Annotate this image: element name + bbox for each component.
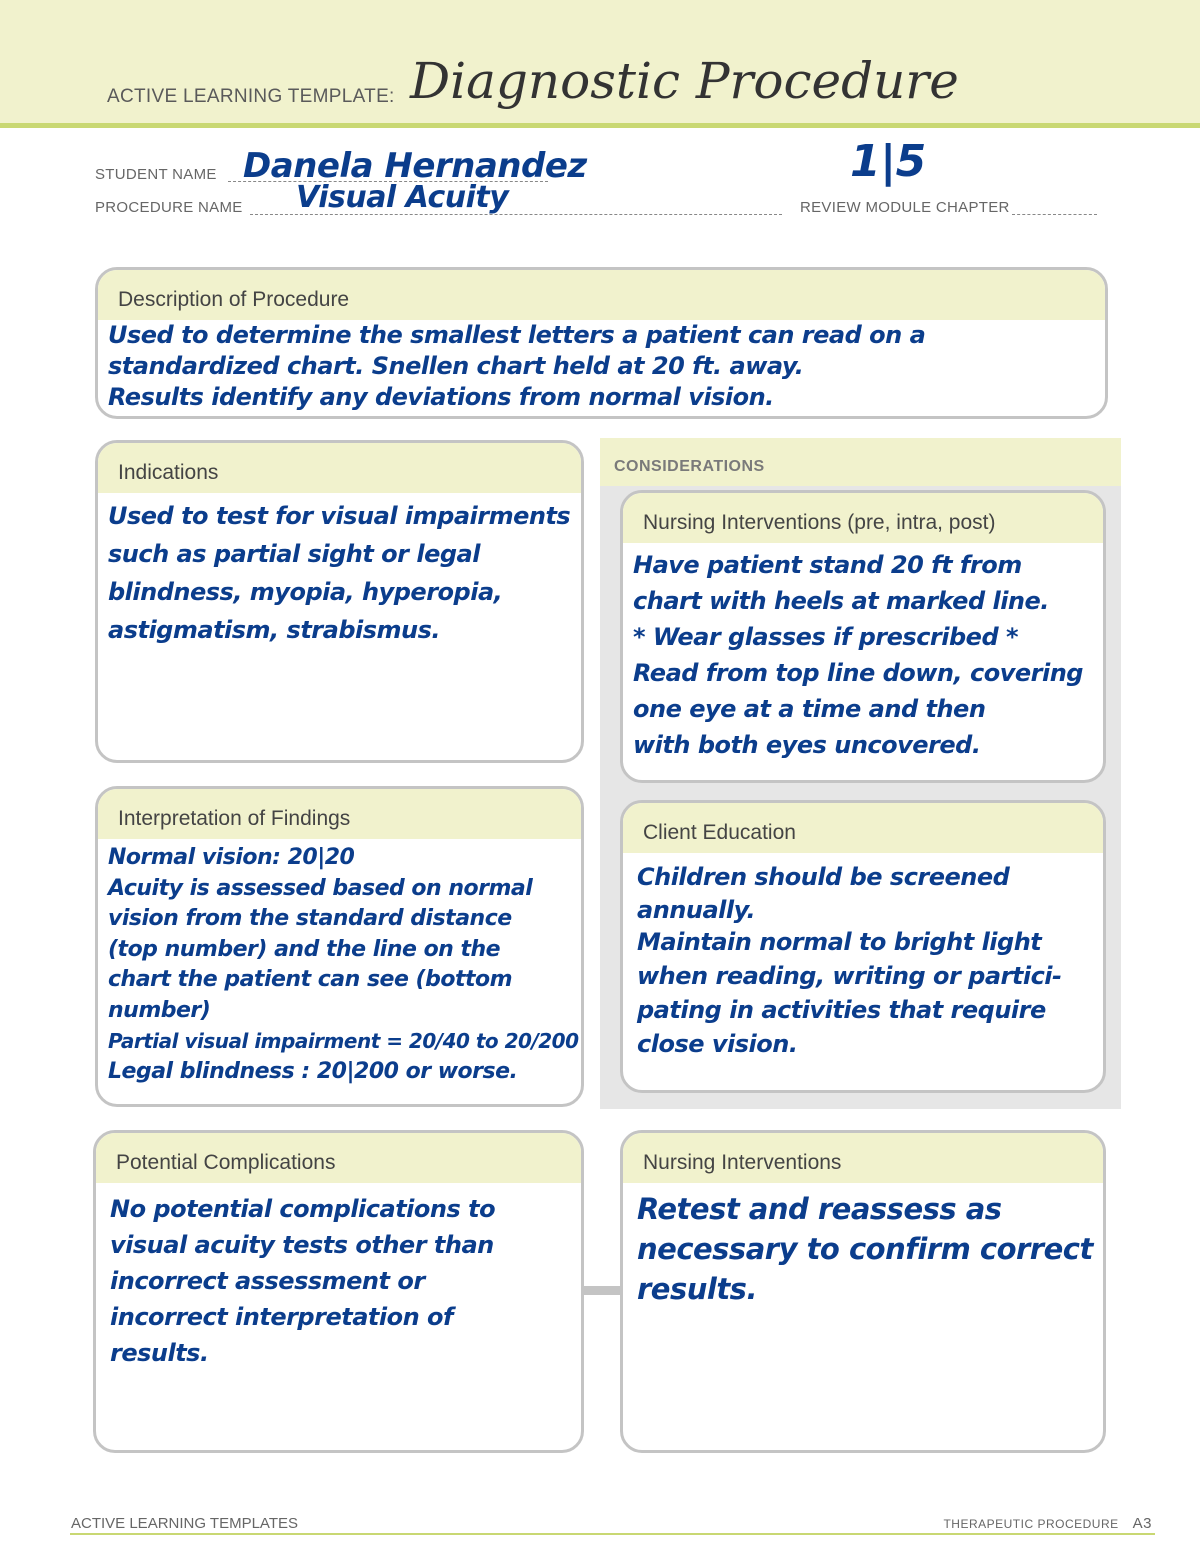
description-title: Description of Procedure [98, 270, 1105, 320]
template-label: ACTIVE LEARNING TEMPLATE: [107, 86, 395, 107]
text-line: Partial visual impairment = 20/40 to 20/200 [108, 1029, 579, 1053]
text-line: such as partial sight or legal [108, 540, 480, 568]
page-title: Diagnostic Procedure [410, 52, 959, 110]
text-line: close vision. [637, 1030, 798, 1058]
text-line: * Wear glasses if prescribed * [633, 623, 1019, 651]
text-line: Have patient stand 20 ft from [633, 551, 1022, 579]
page-number: A3 [1132, 1515, 1152, 1532]
considerations-label: CONSIDERATIONS [600, 438, 1121, 486]
text-line: Normal vision: 20|20 [108, 845, 355, 870]
text-line: Retest and reassess as [637, 1192, 1002, 1226]
text-line: Read from top line down, covering [633, 659, 1083, 687]
text-line: one eye at a time and then [633, 695, 986, 723]
nursing-interventions-pre-text[interactable] [623, 543, 1103, 763]
nursing-interventions-text[interactable] [623, 1183, 1103, 1309]
text-line: Legal blindness : 20|200 or worse. [108, 1058, 518, 1084]
footer-rule [70, 1533, 1155, 1535]
text-line: Used to test for visual impairments [108, 502, 571, 530]
text-line: results. [110, 1339, 209, 1367]
footer-right [943, 1515, 1152, 1532]
nursing-interventions-box [620, 1130, 1106, 1453]
text-line: blindness, myopia, hyperopia, [108, 578, 503, 606]
text-line: Acuity is assessed based on normal [108, 875, 533, 901]
review-module-line [1012, 214, 1097, 215]
review-module-label: REVIEW MODULE CHAPTER [800, 199, 1010, 216]
complications-box [93, 1130, 584, 1453]
complications-text[interactable] [96, 1183, 581, 1371]
client-education-title: Client Education [623, 803, 1103, 853]
text-line: standardized chart. Snellen chart held at 20 ft. away. [108, 352, 804, 380]
complications-title: Potential Complications [96, 1133, 581, 1183]
procedure-name-field[interactable]: Visual Acuity [296, 180, 509, 215]
interpretation-title: Interpretation of Findings [98, 789, 581, 839]
indications-text[interactable] [98, 493, 581, 649]
text-line: incorrect assessment or [110, 1267, 425, 1295]
review-module-field[interactable]: 1|5 [850, 136, 926, 187]
nursing-interventions-pre-title: Nursing Interventions (pre, intra, post) [623, 493, 1103, 543]
student-name-field[interactable]: Danela Hernandez [243, 146, 587, 186]
text-line: results. [637, 1272, 757, 1306]
client-education-box [620, 800, 1106, 1093]
text-line: No potential complications to [110, 1195, 496, 1223]
text-line: necessary to confirm correct [637, 1232, 1093, 1266]
text-line: Results identify any deviations from normal vision. [108, 383, 774, 411]
text-line: incorrect interpretation of [110, 1303, 453, 1331]
nursing-interventions-title: Nursing Interventions [623, 1133, 1103, 1183]
description-box [95, 267, 1108, 419]
client-education-text[interactable] [623, 853, 1103, 1061]
indications-box [95, 440, 584, 763]
procedure-name-label: PROCEDURE NAME [95, 199, 243, 216]
text-line: chart the patient can see (bottom [108, 967, 513, 992]
text-line: vision from the standard distance [108, 906, 512, 931]
text-line: Children should be screened [637, 863, 1010, 891]
text-line: pating in activities that require [637, 996, 1046, 1024]
text-line: when reading, writing or partici- [637, 962, 1062, 990]
footer-section: THERAPEUTIC PROCEDURE [943, 1517, 1119, 1531]
text-line: chart with heels at marked line. [633, 587, 1049, 615]
interpretation-box [95, 786, 584, 1107]
interpretation-text[interactable] [98, 839, 581, 1087]
text-line: with both eyes uncovered. [633, 731, 981, 759]
text-line: Used to determine the smallest letters a patient can read on a [108, 321, 926, 349]
text-line: (top number) and the line on the [108, 936, 501, 962]
description-text[interactable] [98, 320, 1105, 413]
text-line: annually. [637, 896, 756, 924]
footer-left: ACTIVE LEARNING TEMPLATES [71, 1515, 298, 1532]
text-line: astigmatism, strabismus. [108, 616, 441, 644]
nursing-interventions-pre-box [620, 490, 1106, 783]
connector-bar [583, 1286, 621, 1295]
student-name-label: STUDENT NAME [95, 166, 217, 183]
text-line: Maintain normal to bright light [637, 928, 1042, 956]
indications-title: Indications [98, 443, 581, 493]
text-line: visual acuity tests other than [110, 1231, 494, 1259]
text-line: number) [108, 997, 211, 1023]
